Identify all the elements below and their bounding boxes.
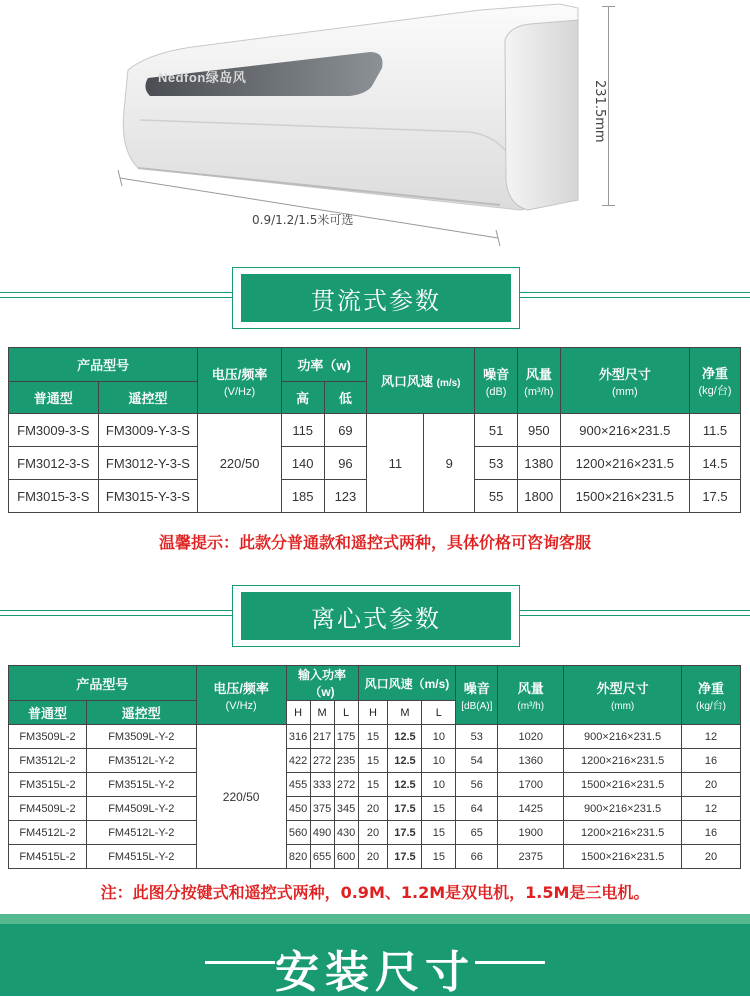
cell-size: 900×216×231.5 xyxy=(560,414,689,447)
cell-power-m: 272 xyxy=(310,749,334,773)
cell-airflow: 1360 xyxy=(498,749,564,773)
cell-noise: 56 xyxy=(456,773,498,797)
cell-airflow: 950 xyxy=(517,414,560,447)
cell-remote-model: FM3515L-Y-2 xyxy=(86,773,196,797)
cell-noise: 55 xyxy=(475,480,518,513)
cell-remote-model: FM3509L-Y-2 xyxy=(86,725,196,749)
cell-noise: 53 xyxy=(456,725,498,749)
cell-airflow: 1700 xyxy=(498,773,564,797)
th-model: 产品型号 xyxy=(9,348,198,382)
cell-power-l: 175 xyxy=(334,725,358,749)
brand-logo: Nedfon绿岛风 xyxy=(158,70,247,85)
th-airflow: 风量 (m³/h) xyxy=(498,666,564,725)
cell-noise: 64 xyxy=(456,797,498,821)
cell-airflow: 1380 xyxy=(517,447,560,480)
cell-speed-h: 20 xyxy=(358,845,388,869)
centrifugal-banner xyxy=(0,585,750,647)
th-power: 功率（w) xyxy=(281,348,367,382)
cell-speed-low: 9 xyxy=(424,414,475,513)
th-speed-m: M xyxy=(388,701,422,725)
table-row xyxy=(9,749,741,773)
th-remote: 遥控型 xyxy=(98,382,198,414)
cell-weight: 16 xyxy=(682,749,741,773)
th-weight: 净重 (kg/台) xyxy=(682,666,741,725)
th-normal: 普通型 xyxy=(9,701,87,725)
cell-power-h: 422 xyxy=(286,749,310,773)
cell-weight: 17.5 xyxy=(689,480,740,513)
cell-normal-model: FM4512L-2 xyxy=(9,821,87,845)
centrifugal-title: 离心式参数 xyxy=(241,592,511,640)
cell-power-l: 345 xyxy=(334,797,358,821)
cell-airflow: 1425 xyxy=(498,797,564,821)
cell-size: 1200×216×231.5 xyxy=(560,447,689,480)
cell-power-m: 655 xyxy=(310,845,334,869)
cell-power-high: 185 xyxy=(281,480,324,513)
cell-power-m: 217 xyxy=(310,725,334,749)
cell-normal-model: FM3512L-2 xyxy=(9,749,87,773)
centrifugal-hint: 注：此图分按键式和遥控式两种，0.9M、1.2M是双电机，1.5M是三电机。 xyxy=(100,883,650,902)
centrifugal-table xyxy=(8,665,741,869)
cell-speed-l: 10 xyxy=(422,773,456,797)
cell-normal-model: FM3012-3-S xyxy=(9,447,99,480)
height-label: 231.5mm xyxy=(592,80,607,143)
cross-flow-banner xyxy=(0,267,750,329)
th-wind-speed: 风口风速 (m/s) xyxy=(367,348,475,414)
th-power-l: L xyxy=(334,701,358,725)
cell-size: 900×216×231.5 xyxy=(564,725,682,749)
cell-speed-l: 10 xyxy=(422,749,456,773)
th-normal: 普通型 xyxy=(9,382,99,414)
cell-size: 1500×216×231.5 xyxy=(564,773,682,797)
cell-speed-m: 12.5 xyxy=(388,749,422,773)
cell-speed-h: 20 xyxy=(358,821,388,845)
cell-weight: 12 xyxy=(682,725,741,749)
th-noise: 噪音 [dB(A)] xyxy=(456,666,498,725)
cell-airflow: 1900 xyxy=(498,821,564,845)
product-illustration xyxy=(0,0,750,262)
cell-noise: 54 xyxy=(456,749,498,773)
cell-remote-model: FM3009-Y-3-S xyxy=(98,414,198,447)
cell-remote-model: FM3015-Y-3-S xyxy=(98,480,198,513)
cell-speed-m: 17.5 xyxy=(388,845,422,869)
cell-weight: 12 xyxy=(682,797,741,821)
cell-remote-model: FM3012-Y-3-S xyxy=(98,447,198,480)
cell-power-l: 600 xyxy=(334,845,358,869)
cell-speed-m: 17.5 xyxy=(388,821,422,845)
cell-size: 1500×216×231.5 xyxy=(560,480,689,513)
length-label: 0.9/1.2/1.5米可选 xyxy=(252,213,354,227)
air-curtain-image xyxy=(0,0,750,262)
th-airflow: 风量 (m³/h) xyxy=(517,348,560,414)
th-model: 产品型号 xyxy=(9,666,197,701)
cell-noise: 65 xyxy=(456,821,498,845)
cell-normal-model: FM3509L-2 xyxy=(9,725,87,749)
cell-power-m: 490 xyxy=(310,821,334,845)
cell-speed-h: 15 xyxy=(358,773,388,797)
cell-speed-l: 15 xyxy=(422,821,456,845)
cell-power-low: 69 xyxy=(324,414,367,447)
cell-airflow: 2375 xyxy=(498,845,564,869)
cell-normal-model: FM4515L-2 xyxy=(9,845,87,869)
th-voltage: 电压/频率 (V/Hz) xyxy=(196,666,286,725)
cell-speed-h: 15 xyxy=(358,749,388,773)
table-row xyxy=(9,821,741,845)
th-noise: 噪音 (dB) xyxy=(475,348,518,414)
cell-normal-model: FM3515L-2 xyxy=(9,773,87,797)
cell-normal-model: FM4509L-2 xyxy=(9,797,87,821)
cell-noise: 53 xyxy=(475,447,518,480)
th-size: 外型尺寸 (mm) xyxy=(564,666,682,725)
table-row xyxy=(9,773,741,797)
cell-size: 1200×216×231.5 xyxy=(564,749,682,773)
th-remote: 遥控型 xyxy=(86,701,196,725)
table-row xyxy=(9,845,741,869)
cell-weight: 11.5 xyxy=(689,414,740,447)
cell-noise: 66 xyxy=(456,845,498,869)
cross-flow-hint: 温馨提示：此款分普通款和遥控式两种，具体价格可咨询客服 xyxy=(158,533,591,552)
cell-power-m: 375 xyxy=(310,797,334,821)
cell-remote-model: FM4515L-Y-2 xyxy=(86,845,196,869)
cell-power-h: 455 xyxy=(286,773,310,797)
th-power: 输入功率（w) xyxy=(286,666,358,701)
th-speed-l: L xyxy=(422,701,456,725)
cell-voltage: 220/50 xyxy=(198,414,281,513)
install-size-title: 安装尺寸 xyxy=(275,947,475,998)
cell-power-h: 450 xyxy=(286,797,310,821)
cell-speed-m: 12.5 xyxy=(388,725,422,749)
cross-flow-table xyxy=(8,347,741,513)
cell-power-l: 272 xyxy=(334,773,358,797)
cell-speed-h: 15 xyxy=(358,725,388,749)
cell-size: 900×216×231.5 xyxy=(564,797,682,821)
cell-speed-h: 20 xyxy=(358,797,388,821)
install-size-footer xyxy=(0,914,750,996)
th-power-low: 低 xyxy=(324,382,367,414)
cell-power-h: 560 xyxy=(286,821,310,845)
th-speed-h: H xyxy=(358,701,388,725)
cell-power-h: 820 xyxy=(286,845,310,869)
cell-power-high: 140 xyxy=(281,447,324,480)
th-weight: 净重 (kg/台) xyxy=(689,348,740,414)
cell-speed-high: 11 xyxy=(367,414,424,513)
cell-power-high: 115 xyxy=(281,414,324,447)
cell-remote-model: FM4509L-Y-2 xyxy=(86,797,196,821)
cell-speed-m: 17.5 xyxy=(388,797,422,821)
cell-weight: 20 xyxy=(682,773,741,797)
cell-size: 1500×216×231.5 xyxy=(564,845,682,869)
th-power-h: H xyxy=(286,701,310,725)
cell-size: 1200×216×231.5 xyxy=(564,821,682,845)
cross-flow-title: 贯流式参数 xyxy=(241,274,511,322)
th-size: 外型尺寸 (mm) xyxy=(560,348,689,414)
cell-speed-l: 15 xyxy=(422,845,456,869)
table-row xyxy=(9,797,741,821)
th-power-m: M xyxy=(310,701,334,725)
cell-remote-model: FM3512L-Y-2 xyxy=(86,749,196,773)
cell-power-low: 123 xyxy=(324,480,367,513)
table-row xyxy=(9,725,741,749)
th-power-high: 高 xyxy=(281,382,324,414)
th-speed: 风口风速（m/s) xyxy=(358,666,456,701)
cell-speed-m: 12.5 xyxy=(388,773,422,797)
cell-speed-l: 10 xyxy=(422,725,456,749)
cell-normal-model: FM3009-3-S xyxy=(9,414,99,447)
table-row xyxy=(9,414,741,447)
cell-weight: 14.5 xyxy=(689,447,740,480)
cell-speed-l: 15 xyxy=(422,797,456,821)
cell-weight: 16 xyxy=(682,821,741,845)
cell-weight: 20 xyxy=(682,845,741,869)
cell-airflow: 1800 xyxy=(517,480,560,513)
th-voltage: 电压/频率 (V/Hz) xyxy=(198,348,281,414)
cell-voltage: 220/50 xyxy=(196,725,286,869)
cell-normal-model: FM3015-3-S xyxy=(9,480,99,513)
cell-power-l: 430 xyxy=(334,821,358,845)
cell-remote-model: FM4512L-Y-2 xyxy=(86,821,196,845)
cell-noise: 51 xyxy=(475,414,518,447)
cell-power-m: 333 xyxy=(310,773,334,797)
cell-power-low: 96 xyxy=(324,447,367,480)
cell-power-h: 316 xyxy=(286,725,310,749)
cell-power-l: 235 xyxy=(334,749,358,773)
cell-airflow: 1020 xyxy=(498,725,564,749)
